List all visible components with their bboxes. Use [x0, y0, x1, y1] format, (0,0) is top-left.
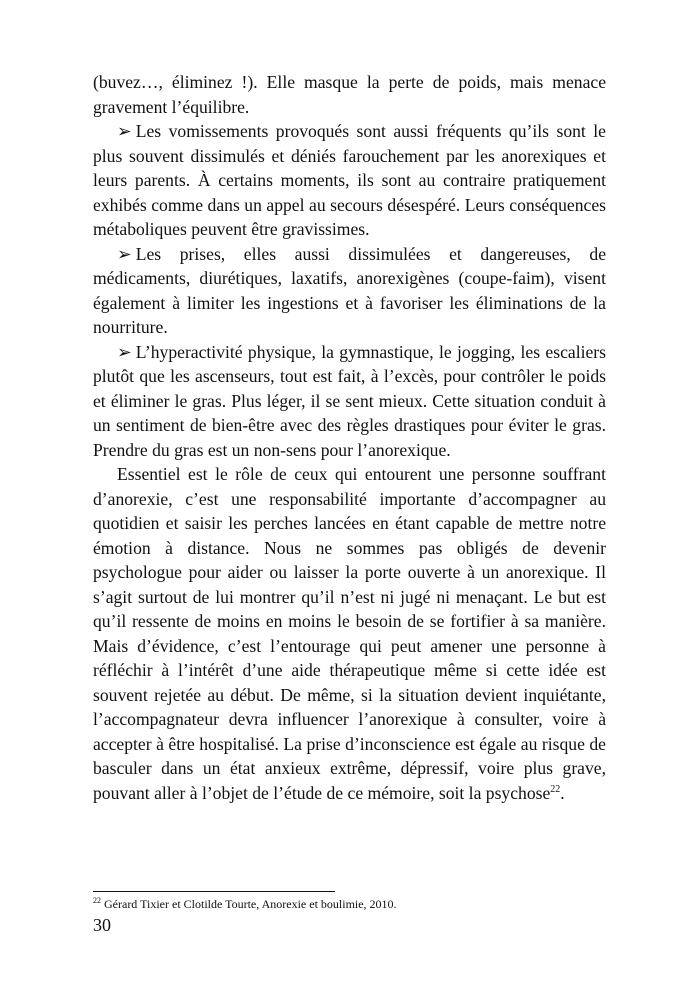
body-text: [93, 70, 606, 805]
footnote-text: Gérard Tixier et Clotilde Tourte, Anorexie et boulimie, 2010.: [104, 897, 397, 911]
page-number: 30: [93, 915, 111, 935]
footnote: [93, 896, 606, 912]
footnote-number: 22: [93, 896, 101, 905]
arrow-bullet-icon: ➢: [117, 341, 132, 362]
paragraph-entourage: Essentiel est le rôle de ceux qui entourent une personne souffrant d’anorexie, c’est une responsabilité importante d’accompagner au quotidien et saisir les perches lancées en étant capable de mettre notre émotion à distance. Nous ne sommes pas obligés de devenir psychologue pour aider ou laisser la porte ouverte à un anorexique. Il s’agit surtout de lui montrer qu’il n’est ni jugé ni menaçant. Le but est qu’il ressente de moins en moins le besoin de se fortifier à sa manière. Mais d’évidence, c’est l’entourage qui peut amener une personne à réfléchir à l’intérêt d’une aide thérapeutique même si cette idée est souvent rejetée au début. De même, si la situation devient inquiétante, l’accompagnateur devra influencer l’anorexique à consulter, voire à accepter à être hospitalisé. La prise d’inconscience est égale au risque de basculer dans un état anxieux extrême, dépressif, voire plus grave, pouvant aller à l’objet de l’étude de ce mémoire, soit la psychose$^{22}$.: [93, 464, 606, 803]
arrow-bullet-icon: ➢: [117, 121, 132, 141]
footnote-reference: 22: [550, 783, 561, 795]
paragraph-continuation: (buvez…, éliminez !). Elle masque la perte de poids, mais menace gravement l’équilibre.: [93, 72, 606, 117]
arrow-bullet-icon: ➢: [117, 243, 132, 264]
bullet-item-medicaments: ➢ Les prises, elles aussi dissimulées et dangereuses, de médicaments, diurétiques, laxatifs, anorexigènes (coupe-faim), visent également à limiter les ingestions et à favoriser les éliminations de la nourriture.: [93, 243, 606, 337]
footnote-separator: [93, 891, 335, 892]
bullet-item-hyperactivite: ➢ L’hyperactivité physique, la gymnastique, le jogging, les escaliers plutôt que les ascenseurs, tout est fait, à l’excès, pour contrôler le poids et éliminer le gras. Plus léger, il se sent mieux. Cette situation conduit à un sentiment de bien-être avec des règles drastiques pour éviter le gras. Prendre du gras est un non-sens pour l’anorexique.: [93, 341, 606, 460]
bullet-item-vomissements: ➢ Les vomissements provoqués sont aussi fréquents qu’ils sont le plus souvent dissimulés et déniés farouchement par les anorexiques et leurs parents. À certains moments, ils sont au contraire pratiquement exhibés comme dans un appel au secours désespéré. Leurs conséquences métaboliques peuvent être gravissimes.: [93, 121, 606, 239]
